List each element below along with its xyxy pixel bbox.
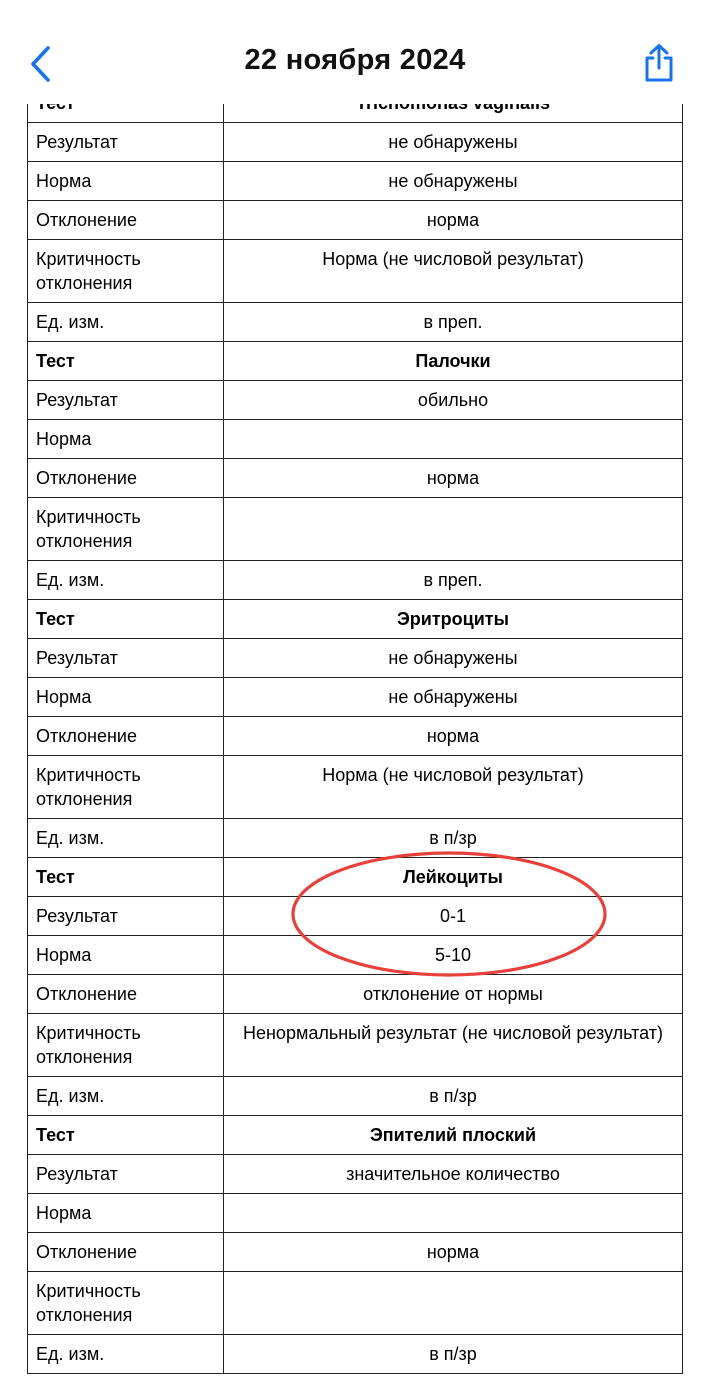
table-row [28, 561, 683, 600]
row-label: Критичность отклонения [28, 1272, 224, 1335]
row-label: Тест [28, 342, 224, 381]
row-value: обильно [224, 381, 683, 420]
row-value [224, 1194, 683, 1233]
table-row [28, 201, 683, 240]
row-value: норма [224, 201, 683, 240]
row-label: Отклонение [28, 459, 224, 498]
test-name: Лейкоциты [224, 858, 683, 897]
table-row [28, 1077, 683, 1116]
row-label: Ед. изм. [28, 303, 224, 342]
table-row [28, 717, 683, 756]
test-name: Палочки [224, 342, 683, 381]
table-row [28, 1155, 683, 1194]
test-name: Эпителий плоский [224, 1116, 683, 1155]
row-value: в преп. [224, 303, 683, 342]
table-row [28, 162, 683, 201]
test-header-row [28, 1116, 683, 1155]
lab-results-table [27, 83, 683, 1374]
row-label: Ед. изм. [28, 819, 224, 858]
row-label: Норма [28, 1194, 224, 1233]
table-row [28, 459, 683, 498]
test-header-row [28, 858, 683, 897]
table-row [28, 975, 683, 1014]
row-label: Критичность отклонения [28, 240, 224, 303]
row-value: в преп. [224, 561, 683, 600]
row-label: Ед. изм. [28, 1335, 224, 1374]
table-row [28, 678, 683, 717]
row-label: Результат [28, 381, 224, 420]
row-value: в п/зр [224, 1335, 683, 1374]
row-value: норма [224, 717, 683, 756]
share-button[interactable] [638, 40, 680, 86]
table-row [28, 1014, 683, 1077]
row-label: Ед. изм. [28, 1077, 224, 1116]
row-value: Норма (не числовой результат) [224, 756, 683, 819]
table-row [28, 303, 683, 342]
row-label: Результат [28, 897, 224, 936]
table-row [28, 897, 683, 936]
row-label: Отклонение [28, 1233, 224, 1272]
row-value: не обнаружены [224, 639, 683, 678]
row-label: Ед. изм. [28, 561, 224, 600]
row-label: Тест [28, 1116, 224, 1155]
row-value: Ненормальный результат (не числовой результат) [224, 1014, 683, 1077]
test-header-row [28, 342, 683, 381]
table-row [28, 756, 683, 819]
row-value [224, 498, 683, 561]
row-value: Норма (не числовой результат) [224, 240, 683, 303]
table-row [28, 381, 683, 420]
row-label: Критичность отклонения [28, 498, 224, 561]
row-label: Норма [28, 678, 224, 717]
table-row [28, 498, 683, 561]
row-label: Отклонение [28, 201, 224, 240]
table-row [28, 639, 683, 678]
row-value: в п/зр [224, 1077, 683, 1116]
lab-results-body [28, 84, 683, 1374]
row-value: норма [224, 459, 683, 498]
row-label: Норма [28, 936, 224, 975]
test-name: Эритроциты [224, 600, 683, 639]
table-row [28, 936, 683, 975]
table-row [28, 123, 683, 162]
test-header-row [28, 600, 683, 639]
row-value: 5-10 [224, 936, 683, 975]
row-label: Критичность отклонения [28, 756, 224, 819]
table-row [28, 240, 683, 303]
table-row [28, 1233, 683, 1272]
row-label: Тест [28, 600, 224, 639]
row-label: Результат [28, 123, 224, 162]
row-value: отклонение от нормы [224, 975, 683, 1014]
row-value [224, 1272, 683, 1335]
row-label: Критичность отклонения [28, 1014, 224, 1077]
row-value: не обнаружены [224, 123, 683, 162]
share-icon [642, 43, 676, 83]
row-label: Тест [28, 858, 224, 897]
table-row [28, 1194, 683, 1233]
row-value: не обнаружены [224, 162, 683, 201]
row-value: в п/зр [224, 819, 683, 858]
row-value [224, 420, 683, 459]
table-row [28, 420, 683, 459]
row-value: норма [224, 1233, 683, 1272]
row-value: 0-1 [224, 897, 683, 936]
row-label: Норма [28, 162, 224, 201]
row-label: Результат [28, 1155, 224, 1194]
row-value: значительное количество [224, 1155, 683, 1194]
row-label: Норма [28, 420, 224, 459]
row-value: не обнаружены [224, 678, 683, 717]
table-row [28, 819, 683, 858]
navigation-bar [0, 0, 710, 104]
page-title: 22 ноября 2024 [244, 44, 466, 76]
row-label: Отклонение [28, 975, 224, 1014]
table-row [28, 1335, 683, 1374]
table-row [28, 1272, 683, 1335]
row-label: Отклонение [28, 717, 224, 756]
row-label: Результат [28, 639, 224, 678]
